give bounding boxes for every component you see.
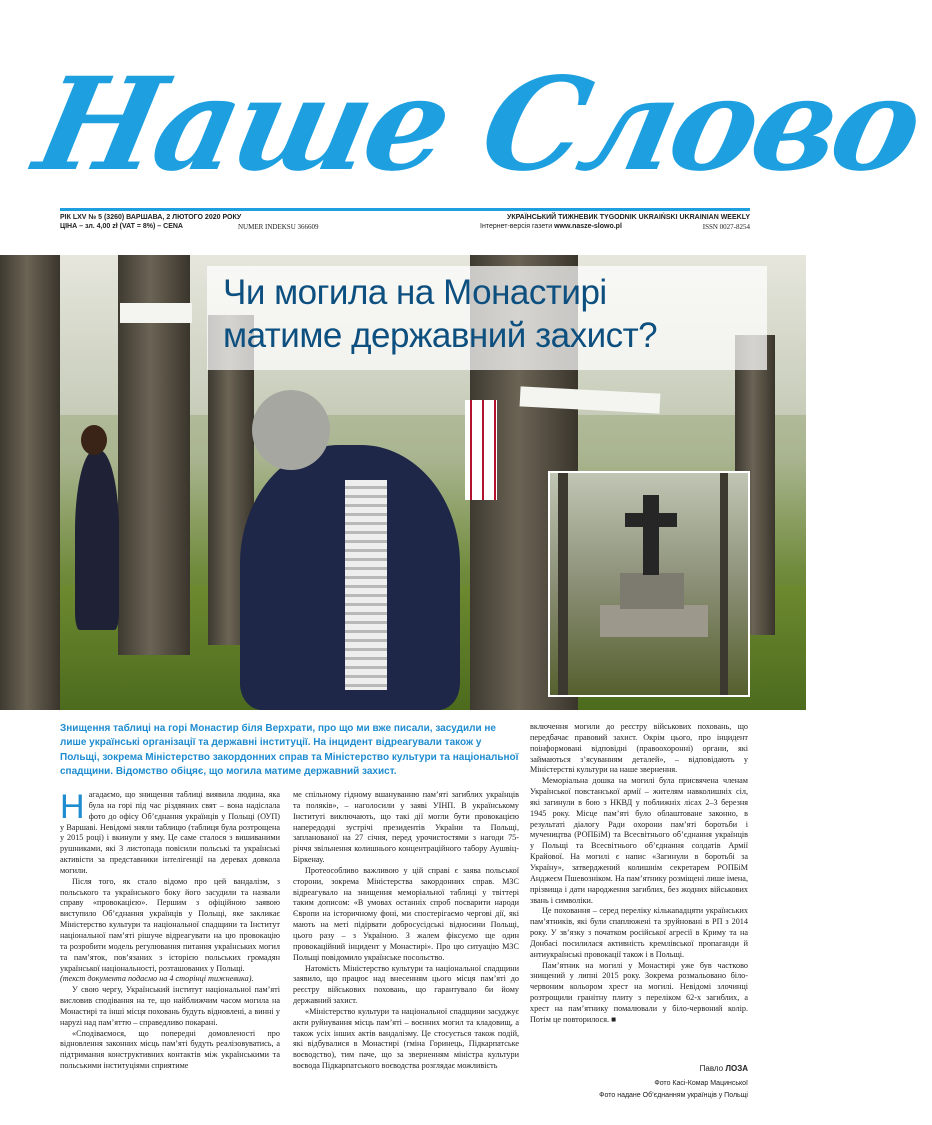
issue-line: РІК LXV № 5 (3260) ВАРШАВА, 2 ЛЮТОГО 2020 РОКУ [60, 214, 242, 221]
photo-credit-inset: Фото надане Об’єднанням українців у Польщі [599, 1092, 748, 1099]
author-first-name: Павло [699, 1064, 724, 1073]
weekly-line: УКРАЇНСЬКИЙ ТИЖНЕВИК TYGODNIK UKRAIŃSKI UKRAINIAN WEEKLY [507, 214, 750, 221]
article-column-3 [530, 722, 748, 1026]
issue-info-bar [60, 208, 750, 235]
paragraph [60, 790, 280, 877]
grave-inset-photo [548, 471, 750, 697]
grave-cross [643, 495, 659, 575]
woman-head-grey-hair [252, 390, 330, 470]
end-mark: ■ [611, 1014, 617, 1024]
price-line [60, 223, 183, 230]
article-column-2 [293, 790, 519, 1072]
paragraph: «Міністерство культури та національної спадщини засуджує акти руйнування місць пам’яті – воєнних могил та кладовищ, а також усіх інших актів вандалізму. Це стосується також подій, які відбувалися в Монастирі (гміна Горинець, Підкарпатське воєводство), тим паче, що за зверненням міністра культури воєвода Підкарпатського воєводства розглядає можливість [293, 1006, 519, 1071]
headline-box [207, 266, 767, 370]
headline-line-2: матиме державний захист? [223, 316, 658, 355]
grey-scarf [345, 480, 387, 690]
price-text: ЦІНА – зл. 4,00 zł (VAT = 8%) – CENA [60, 223, 183, 230]
grave-slab [600, 605, 708, 637]
paragraph-note: (текст документа подаємо на 4 сторінці тижневика). [60, 974, 254, 984]
index-number: NUMER INDEKSU 366609 [238, 223, 319, 231]
headline-line-1: Чи могила на Монастирі [223, 273, 607, 312]
headline [207, 266, 767, 357]
woman-in-background [75, 450, 119, 630]
tree-trunk [0, 255, 60, 710]
masthead [0, 0, 932, 205]
paragraph: Це поховання – серед переліку кількаnадцяти українських пам’ятників, які були спаплюжені та зруйновані в РП з 2014 року. У зв’язку з початком російської агресії в Криму та на Донбасі посилилася активність кремлівської пропаганди й антиукраїнські провокації також і в Польщі. [530, 906, 748, 959]
article-column-1 [60, 790, 280, 1072]
web-url-link[interactable]: www.nasze-slowo.pl [554, 223, 622, 230]
embroidered-towel [465, 400, 497, 500]
issn-number: ISSN 0027-8254 [702, 223, 750, 231]
paragraph: Протеособливо важливою у цій справі є заява польської сторони, зокрема Міністерства закордонних справ. МЗС відреагувало на знищення меморіальної таблиці у твіттері таким дописом: «В умовах останніх спроб посварити народи Європи на історичному фоні, ми спостерігаємо чергові дії, які мають на меті підірвати добросусідські відносини Польщі, цього разу – з Україною. З жалем фіксуємо ще один провокаційний інцидент у Монастирі». Про цю ситуацію МЗС Польщі повідомило українське посольство. [293, 865, 519, 962]
grave-cross-bar [625, 513, 677, 527]
paragraph: «Сподіваємося, що попередні домовленості про відновлення законних місць пам’яті будуть реалізовуватись, а підтримання конструктивних контактів між українськими та польськими інституціями сприятиме [60, 1028, 280, 1071]
inset-tree [720, 473, 728, 695]
web-label: Інтернет-версія газети [480, 223, 553, 230]
masthead-title: Наше Слово [24, 50, 932, 200]
author-byline [530, 1064, 748, 1073]
photo-credit-main: Фото Касі-Комар Мацинської [654, 1080, 748, 1087]
paragraph: включення могили до реєстру військових поховань, що передбачає правовий захист. Окрім цього, про інцидент поінформовані відповідні (правоохоронні) органи, які займаються з’ясуванням деталей», – відповідають у Міністерстві культури на наше звернення. [530, 722, 748, 775]
white-ribbon [120, 303, 192, 323]
paragraph: ме спільному гідному вшануванню пам’яті загиблих українців та поляків», – наголосили у заяві УІНП. В українському Інституті виключають, що такі дії могли бути провокацією напередодні зустрічі президентів України та Польщі, запланованої на 27 січня, перед урочистостями з нагоди 75-річчя звільнення колишнього концентраційного табору Аушвіц-Біркенау. [293, 790, 519, 865]
lead-paragraph: Знищення таблиці на горі Монастир біля Верхрати, про що ми вже писали, засудили не лише українські організації та державні інституції. На інцидент відреагували також у Польщі, зокрема Міністерство закордонних справ та Міністерство культури та національної спадщини. Відомство обіцяє, що могила матиме державний захист. [60, 723, 519, 777]
woman-head [81, 425, 107, 455]
web-version [480, 223, 622, 230]
paragraph: Натомість Міністерство культури та національної спадщини заявило, що працює над внесенням цього місця пам’яті до реєстру військових поховань, що гарантувало би йому державний захист. [293, 963, 519, 1006]
paragraph [530, 961, 748, 1026]
inset-tree [558, 473, 568, 695]
paragraph: Після того, як стало відомо про цей вандалізм, з польського та українського боку його засудили та назвали справу «провокацією». Першим з офіційною заявою виступило Об’єднання українців у Польщі, яке закликає Міністерство культури та національної спадщини та Інститут національної пам’яті рішуче відреагувати на цю провокацію та розробити модель регулювання питання українських могил та пам’яток, пов’язаних з історією польських громадян української національності, розташованих у Польщі. [60, 876, 280, 973]
grave-plinth [620, 573, 684, 609]
paragraph: У свою чергу, Український інститут національної пам’яті висловив сподівання на те, що найближчим часом могила на Монастирі та інші місця поховань будуть відновлені, а винні у наруzi над пам’яттю – справедливо покарані. [60, 985, 280, 1027]
paragraph-text: Пам’ятник на могилі у Монастирі уже був частково знищений у липні 2015 року. Зокрема розмальовано біло-червоним кольором хрест на могилі. Невідомі злочинці розтрощили гранітну плиту з переліком 62-х загиблих, а хрест на пам’ятнику помалювали у біло-червоний колір. Потім це повторилося. [530, 960, 748, 1024]
paragraph-text: агадаємо, що знищення таблиці виявила людина, яка була на горі під час різдвяних свят – вона надіслала фото до офісу Об’єднання українців у Польщі (ОУП) у Варшаві. Невідомі зняли таблицю (таблиця була розтрощена у 2015 році) і вкинули у яму. Це саме сталося з вишиваними рушниками, які 3 листопада повісили польські та українські активісти за представники інтелігенції на деревах довкола могили. [60, 790, 280, 875]
author-last-name: ЛОЗА [725, 1064, 748, 1073]
drop-cap: Н [60, 788, 85, 826]
paragraph: Меморіальна дошка на могилі була присвячена членам Української повстанської армії – жителям навколишніх сіл, які загинули в бою з НКВД у поближніх лісах 2–3 березня 1945 року. Місце пам’яті було облаштоване законно, в результаті діалогу Ради охорони пам’яті боротьби і мучеництва (РОПБіМ) та Всесвітнього об’єднання українців у Польщі та Всесвітнього об’єднання солдатів Армії Крайової. На могилі є напис «Загинули в боротьбі за Україну», затверджений колишнім секретарем РОПБіМ Анджеєм Пшевозніком. На пам’ятнику розміщені лише імена, прізвища і дати народження загиблих, без жодних військових звань і символіки. [530, 776, 748, 905]
